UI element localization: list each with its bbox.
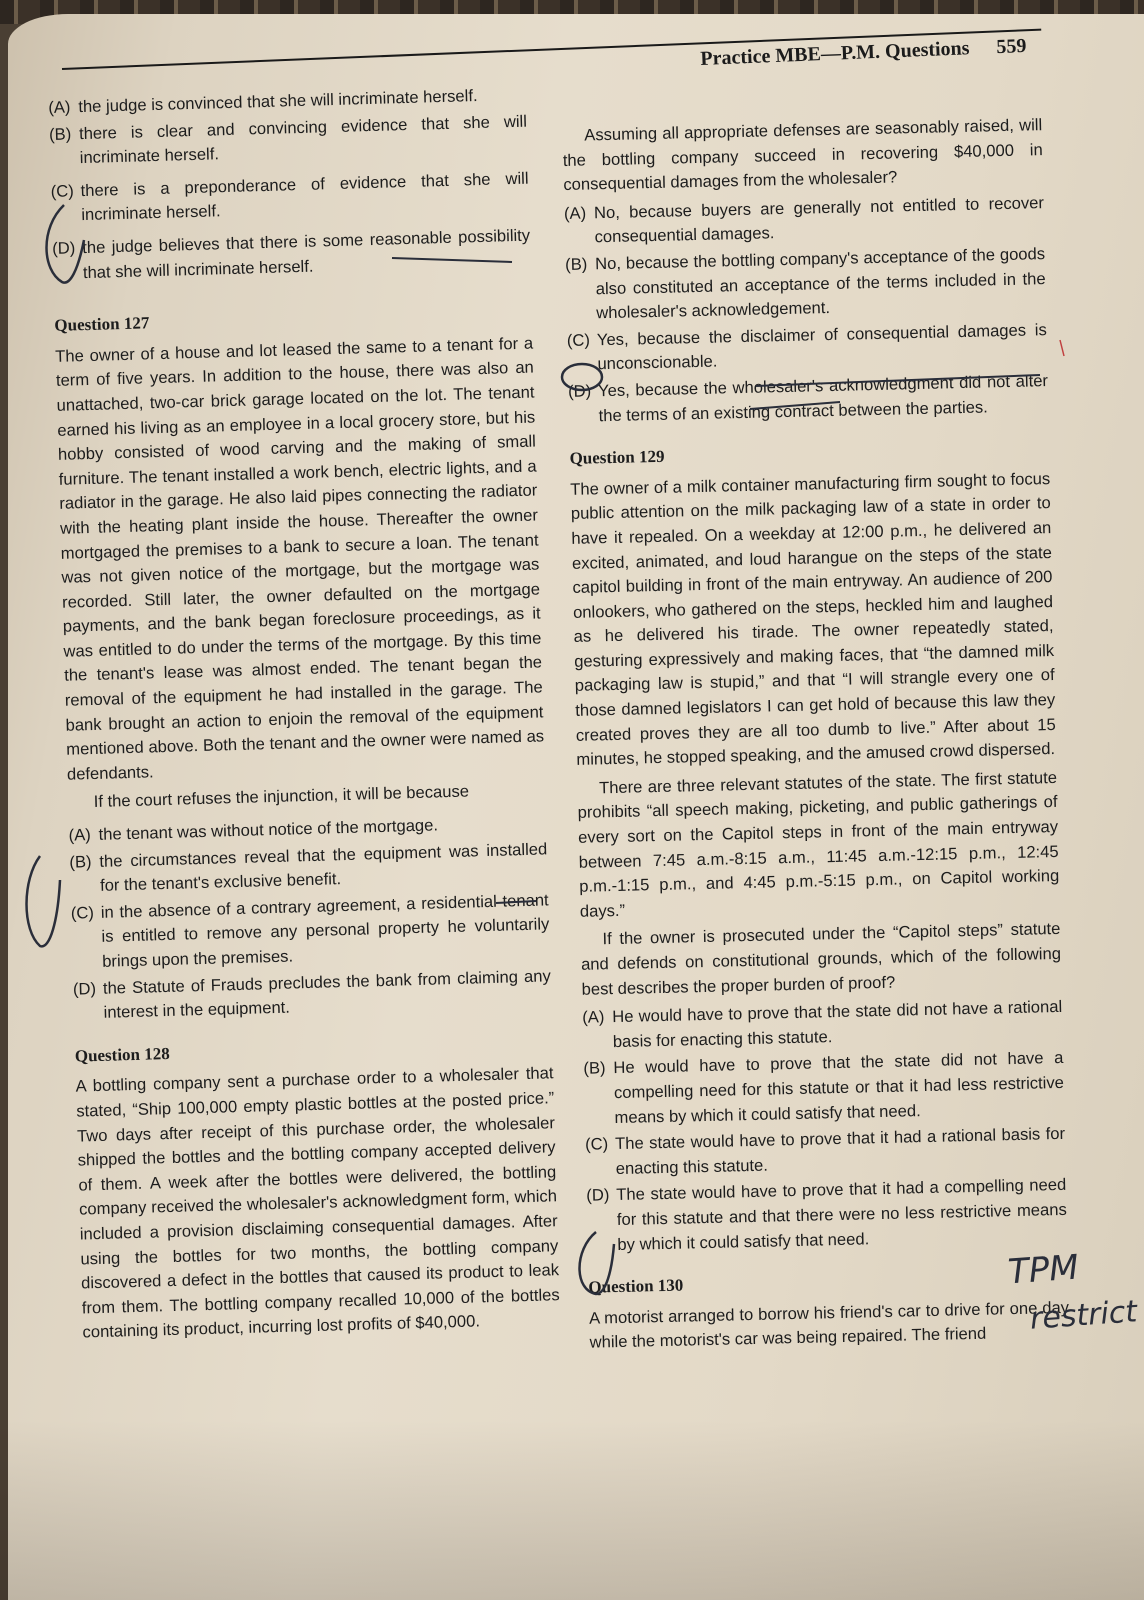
left-column (48, 83, 561, 1350)
option-letter: (C) (566, 330, 591, 350)
q128-option-a (564, 191, 1045, 251)
q127-option-c (70, 888, 550, 975)
q128-body: A bottling company sent a purchase order to a wholesaler that stated, “Ship 100,000 empty plastic bottles at the posted price.” Two days after receipt of this purchase order, the wholesaler shipped the bottles and the bottling company accepted delivery of them. A week after the bottles were delivered, the bottling company received the wholesaler's acknowledgment form, which included a provision disclaiming consequential damages. After using the bottles for two months, the bottling company discovered a defect in the bottles that caused its product to leak from them. The bottling company recalled 10,000 of the bottles containing its product, incurring lost profits of $40,000. (75, 1063, 560, 1342)
q127-body: The owner of a house and lot leased the same to a tenant for a term of five years. In addition to the house, there was also an unattached, two-car brick garage located on the lot. The tenant earned his living as an employee in a local grocery store, but his hobby consisted of wood carving and the making of small furniture. The tenant installed a work bench, electric lights, and a radiator in the garage. He also laid pipes connecting the radiator with the heating plant inside the house. Thereafter the owner mortgaged the premises to a bank to secure a loan. The tenant was not given notice of the mortgage, but the mortgage was recorded. Still later, the owner defaulted on the mortgage payments, and the bank began foreclosure proceedings, as it was entitled to do under the terms of the mortgage. By this time the tenant's lease was almost ended. The tenant began the removal of the equipment he had installed in the garage. The bank brought an action to enjoin the removal of the equipment mentioned above. Both the tenant and the owner were named as defendants. (55, 333, 545, 784)
q128-option-c (567, 318, 1048, 378)
option-letter: (A) (563, 203, 587, 223)
q130-heading: Question 130 (588, 1275, 684, 1297)
option-letter: (B) (564, 254, 588, 274)
q127-heading: Question 127 (54, 313, 150, 336)
option-letter: (D) (51, 238, 76, 258)
option-letter: (B) (583, 1058, 606, 1079)
q129-option-c (585, 1122, 1066, 1182)
option-letter: (B) (69, 851, 92, 872)
option-text: the judge believes that there is some reasonable possibility that she will incriminate herself. (81, 225, 531, 282)
q128-stem: Assuming all appropriate defenses are seasonably raised, will the bottling company succeed in recovering $40,000 in consequential damages from the wholesaler? (562, 115, 1043, 195)
option-letter: (C) (50, 181, 74, 201)
option-text: the tenant was without notice of the mortgage. (98, 815, 439, 844)
handwritten-note-restrict: restrict (1028, 1294, 1139, 1337)
option-text: the circumstances reveal that the equipment was installed for the tenant's exclusive benefit. (99, 838, 548, 896)
option-text: No, because the bottling company's acceptance of the goods also constituted an acceptance of the terms included in the wholesaler's acknowledgement. (594, 244, 1046, 323)
option-text: there is clear and convincing evidence that she will incriminate herself. (78, 111, 528, 168)
option-text: Yes, because the disclaimer of consequential damages is unconscionable. (596, 319, 1047, 374)
q128-heading: Question 128 (74, 1043, 170, 1066)
q126-option-d (52, 224, 531, 287)
option-text: No, because buyers are generally not entitled to recover consequential damages. (593, 192, 1045, 247)
right-column (562, 113, 1070, 1359)
option-letter: (C) (584, 1134, 609, 1154)
header-title: Practice MBE—P.M. Questions (700, 37, 970, 70)
handwritten-note-tpm: TPM (1006, 1247, 1080, 1293)
option-letter: (D) (72, 978, 97, 999)
option-letter: (A) (48, 97, 71, 117)
q127-stem: If the court refuses the injunction, it will be because (93, 781, 470, 812)
option-letter: (D) (586, 1185, 610, 1206)
option-letter: (A) (68, 825, 92, 845)
option-text: He would have to prove that the state did not have a rational basis for enacting this statute. (612, 997, 1063, 1051)
q130-body: A motorist arranged to borrow his friend's car to drive for one day while the motorist's car was being repaired. The friend (588, 1297, 1070, 1352)
q129-option-b (583, 1046, 1065, 1131)
option-text: the Statute of Frauds precludes the bank from claiming any interest in the equipment. (102, 965, 552, 1022)
q129-body-1: The owner of a milk container manufacturing firm sought to focus public attention on the milk packaging law of a state in order to have it repealed. On a weekday at 12:00 p.m., he delivered an excited, animated, and loud harangue on the steps of the state capitol building in front of the main entryway. An audience of 200 onlookers, who gathered on the steps, heckled him and laughed as he delivered his tirade. The owner repeatedly stated, gesturing expressively and making faces, that “the damned milk packaging law is stupid,” and that “I will strangle every one of those damned legislators I can get hold of because this law they created proves they are all too dumb to live.” After about 15 minutes, he stopped speaking, and the amused crowd dispersed. (570, 468, 1056, 770)
q126-option-c (50, 166, 529, 229)
option-text: Yes, because the wholesaler's acknowledgment did not alter the terms of an existing contract between the parties. (597, 370, 1049, 425)
q127-option-d (73, 964, 552, 1027)
option-text: there is a preponderance of evidence that she will incriminate herself. (80, 168, 529, 225)
option-letter: (C) (70, 902, 95, 923)
option-text: The state would have to prove that it had a rational basis for enacting this statute. (614, 1124, 1066, 1178)
option-letter: (B) (48, 123, 72, 144)
option-text: in the absence of a contrary agreement, a residential tenant is entitled to remove any personal property he voluntarily brings upon the premises. (100, 890, 550, 971)
option-letter: (D) (567, 381, 592, 401)
option-text: He would have to prove that the state did not have a compelling need for this statute or that it had less restrictive means by which it could satisfy that need. (613, 1048, 1065, 1127)
q129-body-2: There are three relevant statutes of the state. The first statute prohibits “all speech making, picketing, and public gatherings of every sort on the Capitol steps in front of the main entryway between 7:45 a.m.-8:15 a.m., 11:45 a.m.-12:15 p.m., 12:45 p.m.-1:15 p.m., and 4:45 p.m.-5:15 p.m., on Capitol working days.” (577, 767, 1060, 921)
q129-heading: Question 129 (569, 446, 665, 469)
q129-stem: If the owner is prosecuted under the “Capitol steps” statute and defends on constitutional grounds, which of the following best describes the proper burden of proof? (580, 919, 1062, 999)
q129-option-d (586, 1173, 1068, 1258)
option-text: the judge is convinced that she will incriminate herself. (78, 86, 478, 117)
q128-option-d (568, 369, 1049, 429)
q128-option-b (565, 242, 1047, 327)
q126-option-b (49, 109, 528, 172)
option-letter: (A) (582, 1007, 605, 1027)
option-text: The state would have to prove that it had a compelling need for this statute and that there were no less restrictive means by which it could satisfy that need. (616, 1175, 1067, 1254)
q129-option-a (582, 995, 1063, 1055)
page-number: 559 (995, 34, 1027, 59)
